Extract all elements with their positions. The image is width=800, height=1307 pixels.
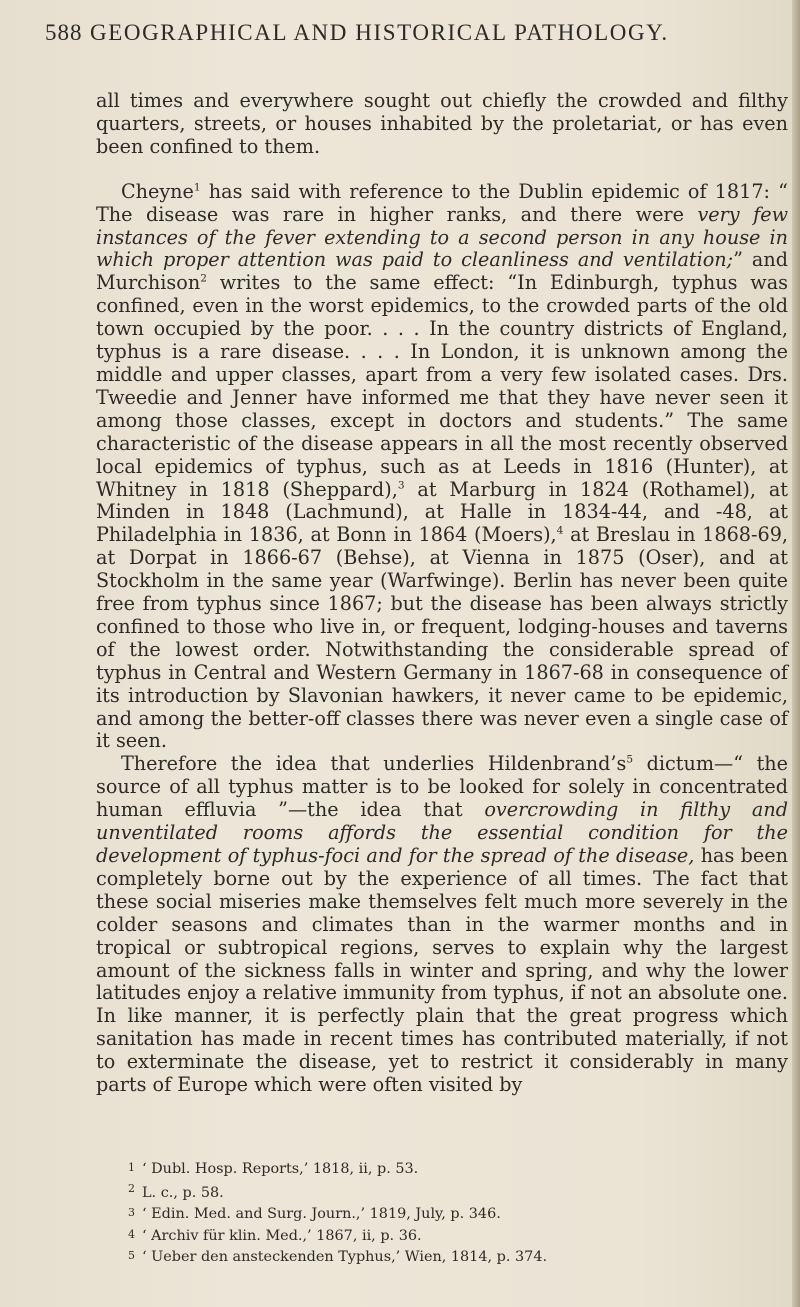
footnote xyxy=(128,1225,778,1246)
text-run: has said with reference to the Dublin epidemic of 1817: “ The disease was rare in higher ranks, and there were xyxy=(96,179,788,226)
paragraph-1: all times and everywhere sought out chiefly the crowded and filthy quarters, streets, or houses inhabited by the proletariat, or has even been confined to them. xyxy=(96,89,788,158)
footnote-text: ‘ Edin. Med. and Surg. Journ.,’ 1819, July, p. 346. xyxy=(142,1206,501,1223)
text-run: Cheyne xyxy=(120,179,194,203)
footnote xyxy=(128,1158,778,1179)
text-run: ” and Murchison xyxy=(96,248,788,295)
footnote xyxy=(128,1246,778,1267)
footnote-number: 5 xyxy=(128,1248,135,1262)
footnote-number: 4 xyxy=(128,1227,135,1241)
footnote-ref: 3 xyxy=(397,479,405,492)
footnote xyxy=(128,1179,778,1203)
footnotes xyxy=(128,1158,778,1267)
footnote-text: ‘ Archiv für klin. Med.,’ 1867, ii, p. 36. xyxy=(142,1227,422,1244)
footnote-text: ‘ Dubl. Hosp. Reports,’ 1818, ii, p. 53. xyxy=(142,1161,419,1177)
paragraph-3 xyxy=(96,753,788,1097)
footnote-ref: 5 xyxy=(626,753,634,766)
text-run: at Marburg in 1824 (Rothamel), at Minden in 1848 (Lachmund), at Halle in 1834-44, and -48, at Philadelphia in 1836, at Bonn in 1864 (Moers), xyxy=(96,477,788,547)
footnote-number: 2 xyxy=(128,1182,135,1196)
text-run: Therefore the idea that underlies Hildenbrand’s xyxy=(120,752,627,776)
text-run: has been completely borne out by the experience of all times. The fact that these social miseries make themselves felt much more severely in the colder seasons and climates than in the warmer months and in tropical or subtropical regions, serves to explain why the largest amount of the sickness falls in winter and spring, and why the lower latitudes enjoy a relative immunity from typhus, if not an absolute one. In like manner, it is perfectly plain that the great progress which sanitation has made in recent times has contributed materially, if not to exterminate the disease, yet to restrict it considerably in many parts of Europe which were often visited by xyxy=(96,844,788,1097)
footnote-number: 3 xyxy=(128,1206,135,1220)
italic-quote: very few instances of the fever extending to a second person in any house in which proper attention was paid to cleanliness and ventilation; xyxy=(96,202,789,272)
running-title: GEOGRAPHICAL AND HISTORICAL PATHOLOGY. xyxy=(90,20,669,45)
footnote-ref: 1 xyxy=(193,181,201,194)
footnote-text: L. c., p. 58. xyxy=(142,1185,224,1202)
italic-emphasis: overcrowding in filthy and unventilated rooms affords the essential condition for the development of typhus-foci and for the spread of the disease, xyxy=(96,798,789,867)
paragraph-2 xyxy=(96,181,788,754)
footnote-number: 1 xyxy=(128,1161,135,1174)
text-run: writes to the same effect: “In Edinburgh, typhus was confined, even in the worst epidemics, to the crowded parts of the old town occupied by the poor. . . . In the country districts of England, typhus is a rare disease. . . . In London, it is unknown among the middle and upper classes, apart from a very few isolated cases. Drs. Tweedie and Jenner have informed me that they have never seen it among those classes, except in doctors and students.” The same characteristic of the disease appears in all the most recently observed local epidemics of typhus, such as at Leeds in 1816 (Hunter), at Whitney in 1818 (Sheppard), xyxy=(96,271,788,501)
footnote-ref: 2 xyxy=(200,272,207,285)
body-text xyxy=(96,90,788,1097)
page-edge-shadow xyxy=(792,0,800,1307)
footnote-ref: 4 xyxy=(556,524,564,537)
text-run: dictum—“ the source of all typhus matter is to be looked for solely in concentrated human effluvia ”—the idea that xyxy=(96,752,788,822)
page-number: 588 xyxy=(45,20,83,45)
footnote-text: ‘ Ueber den ansteckenden Typhus,’ Wien, 1814, p. 374. xyxy=(142,1248,548,1265)
text-run: at Breslau in 1868-69, at Dorpat in 1866-67 (Behse), at Vienna in 1875 (Oser), and at Stockholm in the same year (Warfwinge). Berlin has never been quite free from typhus since 1867; but the disease has been always strictly confined to those who live in, or frequent, lodging-houses and taverns of the lowest order. Notwithstanding the considerable spread of typhus in Central and Western Germany in 1867-68 in consequence of its introduction by Slavonian hawkers, it never came to be epidemic, and among the better-off classes there was never even a single case of it seen. xyxy=(96,523,789,753)
footnote xyxy=(128,1203,778,1224)
